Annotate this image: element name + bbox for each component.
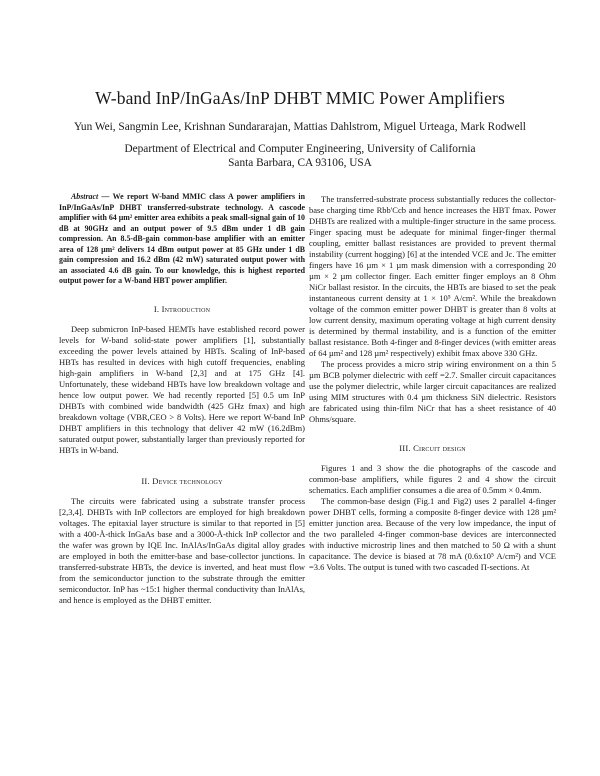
- device-paragraph: The circuits were fabricated using a substrate transfer process [2,3,4]. DHBTs with InP collectors are employed for high breakdown voltages. The epitaxial layer structure is similar to that reported in [5] with a 400-Å-thick InGaAs base and a 3000-Å-thick InP collector and the wafer was grown by IQE Inc. InAlAs/InGaAs digital alloy grades are employed in both the emitter-base and base-collector junctions. In transferred-substrate HBTs, the device is inverted, and heat must flow from the semiconductor junction to the substrate through the emitter semiconductor. InP has ~15:1 higher thermal conductivity than InAlAs, and hence is employed as the DHBT emitter.: [59, 495, 305, 605]
- section-heading-device-technology: II. Device technology: [141, 475, 223, 486]
- paper-title: W-band InP/InGaAs/InP DHBT MMIC Power Amplifiers: [95, 88, 505, 108]
- section-heading-circuit-design: III. Circuit design: [399, 443, 466, 453]
- abstract-lead: Abstract: [71, 192, 99, 201]
- affiliation-line-1: Department of Electrical and Computer Engineering, University of California: [124, 143, 476, 155]
- process-paragraph: The transferred-substrate process substantially reduces the collector-base charging time Rbb'Ccb and hence increases the HBT fmax. Power DHBTs are realized with a multiple-finger structure in the same process. Finger spacing must be adequate for minimal finger-finger thermal coupling, emitter ballast resistances are provided to prevent thermal instability (current hogging) [6] at the intended VCE and Jc. The emitter fingers have 16 µm × 1 µm mask dimension with a corresponding 20 µm × 2 µm collector finger. Each emitter finger employs an 8 Ohm NiCr ballast resistor. In the circuits, the HBTs are biased to set the peak instantaneous current density at 1 × 10⁵ A/cm². While the breakdown voltage of the common emitter power DHBT is greater than 8 volts at low current density, maximum operating voltage at high current density is determined by thermal instability, and is a function of the emitter ballast resistance. Both 4-finger and 8-finger devices (with emitter areas of 64 µm² and 128 µm² respectively) exhibit fmax above 330 GHz.: [309, 194, 556, 358]
- intro-paragraph: Deep submicron InP-based HEMTs have established record power levels for W-band solid-state power amplifiers [1], substantially exceeding the power levels attained by HBTs. Scaling of InP-based HBTs has resulted in devices with high cutoff frequencies, enabling high-gain amplifiers in W-band [2,3] and at 175 GHz [4]. Unfortunately, these wideband HBTs have low breakdown voltage and hence low output power. We had recently reported [5] 0.5 um InP DHBTs with combined wide bandwidth (425 GHz fmax) and high breakdown voltage (VBR,CEO > 8 Volts). Here we report W-band InP DHBT amplifiers in this technology that deliver 42 mW (16.2dBm) saturated output power, substantially larger than previously reported for HBTs in W-band.: [59, 323, 305, 455]
- right-column: [309, 194, 556, 573]
- circuit-paragraph-2: The common-base design (Fig.1 and Fig2) uses 2 parallel 4-finger power DHBT cells, forming a composite 8-finger device with 128 µm² emitter junction area. Because of the very low impedance, the input of the two paralleled 4-finger common-base devices are interconnected with inductive microstrip lines and then matched to 50 Ω with a shunt capacitance. The device is biased at 78 mA (0.6x10⁵ A/cm²) and VCE =3.6 Volts. The output is tuned with two cascaded Π-sections. At: [309, 496, 556, 572]
- author-list: Yun Wei, Sangmin Lee, Krishnan Sundararajan, Mattias Dahlstrom, Miguel Urteaga, Mark Rodwell: [74, 121, 526, 133]
- circuit-paragraph-1: Figures 1 and 3 show the die photographs of the cascode and common-base amplifiers, while figures 2 and 4 show the circuit schematics. Each amplifier consumes a die area of 0.5mm × 0.4mm.: [309, 463, 556, 495]
- abstract-text: — We report W-band MMIC class A power amplifiers in InP/InGaAs/InP DHBT transferred-substrate technology. A cascode amplifier with 64 µm² emitter area exhibits a peak small-signal gain of 10 dB at 90GHz and an output power of 9.5 dBm under 1 dB gain compression. An 8.5-dB-gain common-base amplifier with an emitter area of 128 µm² delivers 14 dBm output power at 85 GHz under 1 dB gain compression and 16.2 dBm (42 mW) saturated output power with an associated 4.6 dB gain. To our knowledge, this is highest reported output power for a W-band HBT power amplifier.: [59, 192, 305, 285]
- section-heading-introduction: I. Introduction: [153, 303, 211, 314]
- left-column: [59, 192, 305, 606]
- abstract: [59, 192, 305, 287]
- wiring-paragraph: The process provides a micro strip wiring environment on a thin 5 µm BCB polymer dielectric with εeff =2.7. Smaller circuit capacitances use the polymer dielectric, while larger circuit capacitances are realized using MIM structures with 0.4 µm thickness SiN dielectric. Resistors are fabricated using thin-film NiCr that has a sheet resistance of 40 Ohms/square.: [309, 359, 556, 424]
- affiliation-line-2: Santa Barbara, CA 93106, USA: [228, 157, 372, 169]
